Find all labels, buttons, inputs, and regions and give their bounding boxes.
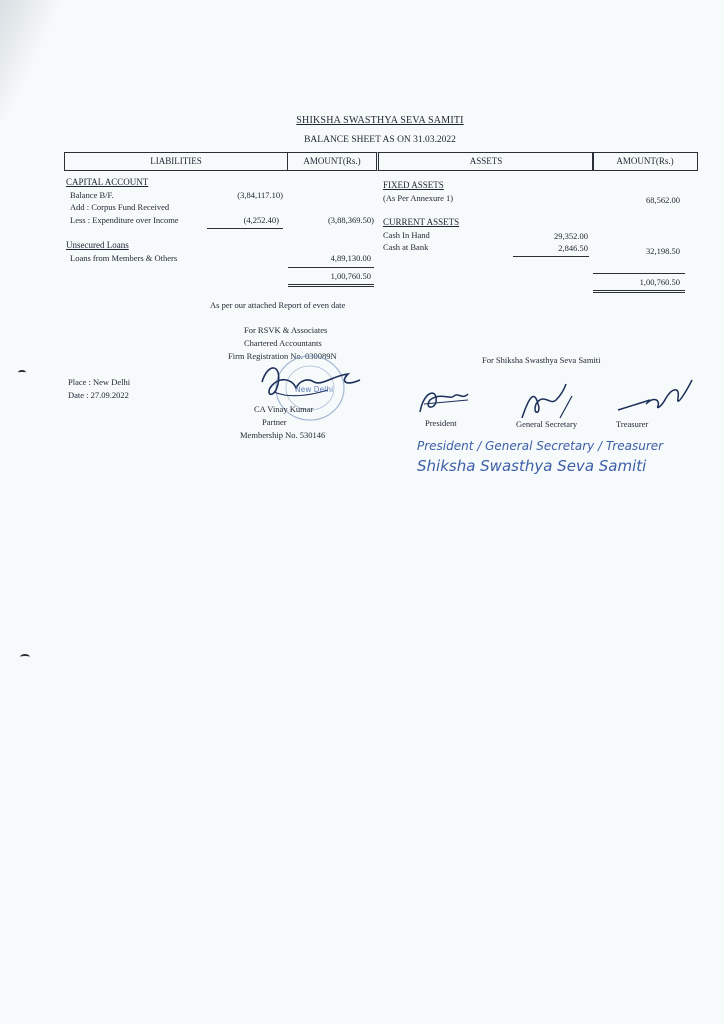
amount-right-header: AMOUNT(Rs.) bbox=[592, 152, 698, 171]
org-name: SHIKSHA SWASTHYA SEVA SAMITI bbox=[296, 115, 464, 126]
scan-speck bbox=[20, 654, 30, 660]
balance-bf-label: Balance B/F. bbox=[70, 190, 114, 200]
current-subtotal-rule bbox=[513, 256, 589, 257]
unsecured-loans-heading: Unsecured Loans bbox=[66, 240, 129, 250]
sheet-title: BALANCE SHEET AS ON 31.03.2022 bbox=[304, 135, 456, 145]
balance-bf-value: (3,84,117.10) bbox=[237, 190, 283, 200]
loans-members-label: Loans from Members & Others bbox=[70, 253, 178, 263]
society-stamp-line2: Shiksha Swasthya Seva Samiti bbox=[417, 457, 647, 475]
assets-total-top-rule bbox=[593, 273, 685, 274]
capital-account-heading: CAPITAL ACCOUNT bbox=[66, 177, 149, 187]
cash-in-hand-value: 29,352.00 bbox=[554, 231, 588, 241]
society-stamp-line1: President / General Secretary / Treasurer bbox=[417, 439, 664, 453]
auditor-membership: Membership No. 530146 bbox=[240, 430, 326, 440]
report-note: As per our attached Report of even date bbox=[210, 300, 346, 310]
general-secretary-label: General Secretary bbox=[516, 419, 578, 429]
current-assets-heading: CURRENT ASSETS bbox=[383, 217, 460, 227]
liabilities-header: LIABILITIES bbox=[64, 152, 288, 171]
scan-speck bbox=[18, 370, 26, 375]
auditor-designation: Chartered Accountants bbox=[244, 338, 322, 348]
expenditure-label: Less : Expenditure over Income bbox=[70, 215, 179, 225]
society-for-line: For Shiksha Swasthya Seva Samiti bbox=[482, 355, 601, 365]
auditor-registration: Firm Registration No. 030089N bbox=[228, 351, 337, 361]
fixed-assets-value: 68,562.00 bbox=[646, 195, 680, 205]
current-assets-total: 32,198.50 bbox=[646, 246, 680, 256]
fixed-assets-heading: FIXED ASSETS bbox=[383, 180, 444, 190]
capital-total-value: (3,88,369.50) bbox=[327, 215, 374, 225]
president-label: President bbox=[425, 418, 457, 428]
capital-subtotal-rule bbox=[207, 228, 283, 229]
annexure-label: (As Per Annexure 1) bbox=[383, 193, 454, 203]
society-signatures bbox=[410, 370, 700, 425]
page-corner-fold bbox=[0, 0, 60, 120]
place-label: Place : New Delhi bbox=[68, 377, 131, 387]
cash-at-bank-value: 2,846.50 bbox=[558, 243, 588, 253]
assets-header: ASSETS bbox=[376, 152, 594, 171]
cash-at-bank-label: Cash at Bank bbox=[383, 242, 429, 252]
auditor-name: CA Vinay Kumar bbox=[254, 404, 314, 414]
auditor-firm: For RSVK & Associates bbox=[244, 325, 328, 335]
auditor-role: Partner bbox=[262, 417, 287, 427]
assets-total-bottom-rule bbox=[593, 290, 685, 293]
loans-value: 4,89,130.00 bbox=[330, 253, 371, 263]
liabilities-total-top-rule bbox=[288, 267, 374, 268]
liabilities-total: 1,00,760.50 bbox=[330, 271, 371, 281]
corpus-fund-label: Add : Corpus Fund Received bbox=[70, 202, 170, 212]
amount-left-header: AMOUNT(Rs.) bbox=[287, 152, 377, 171]
assets-total: 1,00,760.50 bbox=[639, 277, 680, 287]
liabilities-total-bottom-rule bbox=[288, 284, 374, 287]
date-label: Date : 27.09.2022 bbox=[68, 390, 129, 400]
cash-in-hand-label: Cash In Hand bbox=[383, 230, 430, 240]
expenditure-value: (4,252.40) bbox=[243, 215, 279, 225]
treasurer-label: Treasurer bbox=[616, 419, 649, 429]
stamp-city: New Delhi bbox=[295, 385, 334, 394]
